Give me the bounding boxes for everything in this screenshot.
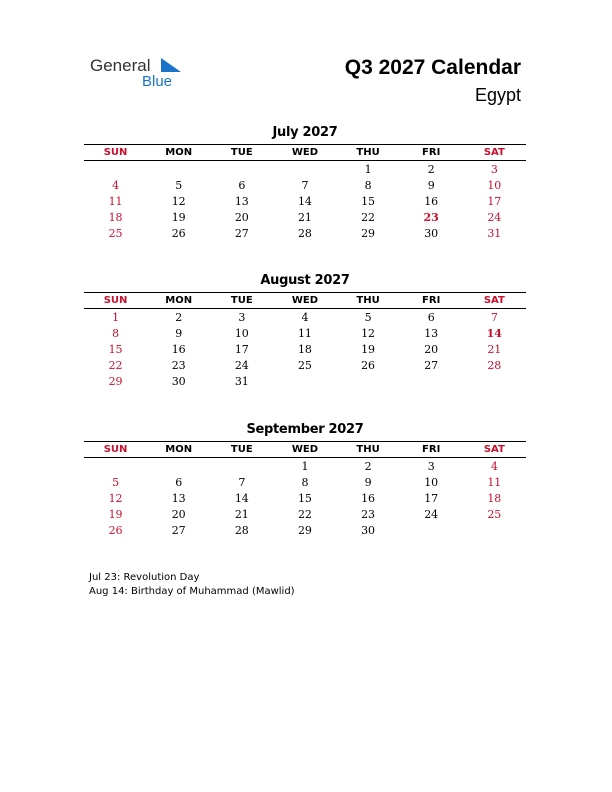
day-cell: 11 [487,475,502,489]
week-row [84,474,526,490]
day-cell: 13 [171,491,186,505]
week-row [84,357,526,373]
day-cell: 14 [234,491,249,505]
week-row [84,209,526,225]
weekday-header [84,441,526,458]
day-cell: 15 [108,342,123,356]
holiday-notes [89,571,295,599]
weekday-wed: WED [291,295,319,306]
weekday-mon: MON [165,444,193,455]
holiday-note: Jul 23: Revolution Day [89,572,200,583]
day-cell: 25 [297,358,312,372]
month-grid [84,309,526,389]
day-cell: 29 [108,374,123,388]
day-cell: 24 [234,358,249,372]
day-cell: 18 [487,491,502,505]
week-row [84,177,526,193]
day-cell: 5 [364,310,372,324]
day-cell: 3 [238,310,246,324]
day-cell: 26 [171,226,186,240]
weekday-sat: SAT [483,295,505,306]
day-cell: 12 [361,326,376,340]
day-cell: 7 [490,310,498,324]
weekday-fri: FRI [422,295,441,306]
day-cell: 28 [487,358,502,372]
day-cell: 8 [112,326,120,340]
weekday-header [84,144,526,161]
day-cell: 4 [112,178,120,192]
day-cell: 21 [234,507,249,521]
day-cell: 3 [427,459,435,473]
day-cell: 10 [424,475,439,489]
weekday-tue: TUE [230,444,253,455]
day-cell: 1 [301,459,309,473]
day-cell: 26 [361,358,376,372]
month-title: August 2027 [260,273,350,288]
day-cell: 5 [175,178,183,192]
day-cell: 13 [424,326,439,340]
day-cell: 17 [424,491,439,505]
day-cell: 1 [112,310,120,324]
weekday-tue: TUE [230,295,253,306]
day-cell: 14 [486,326,502,340]
day-cell: 22 [108,358,123,372]
day-cell: 13 [234,194,249,208]
weekday-wed: WED [291,147,319,158]
day-cell: 21 [297,210,312,224]
day-cell: 21 [487,342,502,356]
month-grid [84,161,526,241]
day-cell: 7 [238,475,246,489]
day-cell: 27 [234,226,249,240]
day-cell: 8 [364,178,372,192]
day-cell: 20 [424,342,439,356]
day-cell: 18 [108,210,123,224]
weekday-header [84,292,526,309]
day-cell: 16 [171,342,186,356]
weekday-fri: FRI [422,444,441,455]
month-september [84,422,526,538]
week-row [84,225,526,241]
day-cell: 23 [171,358,186,372]
month-july [84,125,526,241]
day-cell: 6 [238,178,246,192]
day-cell: 19 [108,507,123,521]
day-cell: 24 [487,210,502,224]
day-cell: 16 [361,491,376,505]
day-cell: 4 [490,459,498,473]
day-cell: 23 [423,210,439,224]
week-row [84,325,526,341]
weekday-tue: TUE [230,147,253,158]
country-name: Egypt [474,85,521,105]
week-row [84,458,526,474]
day-cell: 12 [171,194,186,208]
day-cell: 19 [171,210,186,224]
generalblue-logo [90,56,200,96]
day-cell: 23 [361,507,376,521]
day-cell: 25 [108,226,123,240]
day-cell: 3 [490,162,498,176]
weekday-fri: FRI [422,147,441,158]
day-cell: 2 [364,459,372,473]
day-cell: 31 [487,226,502,240]
weekday-mon: MON [165,147,193,158]
month-title: September 2027 [246,422,364,437]
day-cell: 15 [297,491,312,505]
day-cell: 25 [487,507,502,521]
day-cell: 17 [234,342,249,356]
day-cell: 26 [108,523,123,537]
week-row [84,341,526,357]
day-cell: 7 [301,178,309,192]
logo-word-general: General [90,56,151,75]
weekday-thu: THU [356,147,380,158]
weekday-sun: SUN [103,444,128,455]
day-cell: 30 [171,374,186,388]
weekday-thu: THU [356,444,380,455]
week-row [84,522,526,538]
day-cell: 20 [234,210,249,224]
weekday-sat: SAT [483,147,505,158]
day-cell: 27 [171,523,186,537]
day-cell: 27 [424,358,439,372]
day-cell: 2 [175,310,183,324]
day-cell: 9 [175,326,183,340]
day-cell: 19 [361,342,376,356]
day-cell: 12 [108,491,123,505]
weekday-thu: THU [356,295,380,306]
day-cell: 11 [297,326,312,340]
week-row [84,490,526,506]
day-cell: 17 [487,194,502,208]
week-row [84,193,526,209]
day-cell: 28 [297,226,312,240]
weekday-wed: WED [291,444,319,455]
day-cell: 22 [297,507,312,521]
day-cell: 10 [234,326,249,340]
week-row [84,161,526,177]
day-cell: 24 [424,507,439,521]
day-cell: 20 [171,507,186,521]
day-cell: 16 [424,194,439,208]
month-august [84,273,526,389]
day-cell: 6 [175,475,183,489]
month-grid [84,458,526,538]
day-cell: 1 [364,162,372,176]
week-row [84,309,526,325]
day-cell: 8 [301,475,309,489]
logo-flag-icon [161,58,181,72]
day-cell: 18 [297,342,312,356]
logo-word-blue: Blue [142,73,173,90]
day-cell: 2 [427,162,435,176]
holiday-note: Aug 14: Birthday of Muhammad (Mawlid) [89,586,295,597]
weekday-sat: SAT [483,444,505,455]
day-cell: 9 [427,178,435,192]
weekday-sun: SUN [103,295,128,306]
day-cell: 28 [234,523,249,537]
week-row [84,506,526,522]
day-cell: 10 [487,178,502,192]
day-cell: 29 [361,226,376,240]
day-cell: 22 [361,210,376,224]
day-cell: 9 [364,475,372,489]
document-title: Q3 2027 Calendar [344,56,521,79]
day-cell: 30 [361,523,376,537]
weekday-sun: SUN [103,147,128,158]
month-title: July 2027 [272,125,338,140]
day-cell: 31 [234,374,249,388]
weekday-mon: MON [165,295,193,306]
day-cell: 11 [108,194,123,208]
week-row [84,373,526,389]
day-cell: 29 [297,523,312,537]
day-cell: 30 [424,226,439,240]
day-cell: 15 [361,194,376,208]
day-cell: 14 [297,194,312,208]
day-cell: 5 [112,475,120,489]
day-cell: 4 [301,310,309,324]
day-cell: 6 [427,310,435,324]
